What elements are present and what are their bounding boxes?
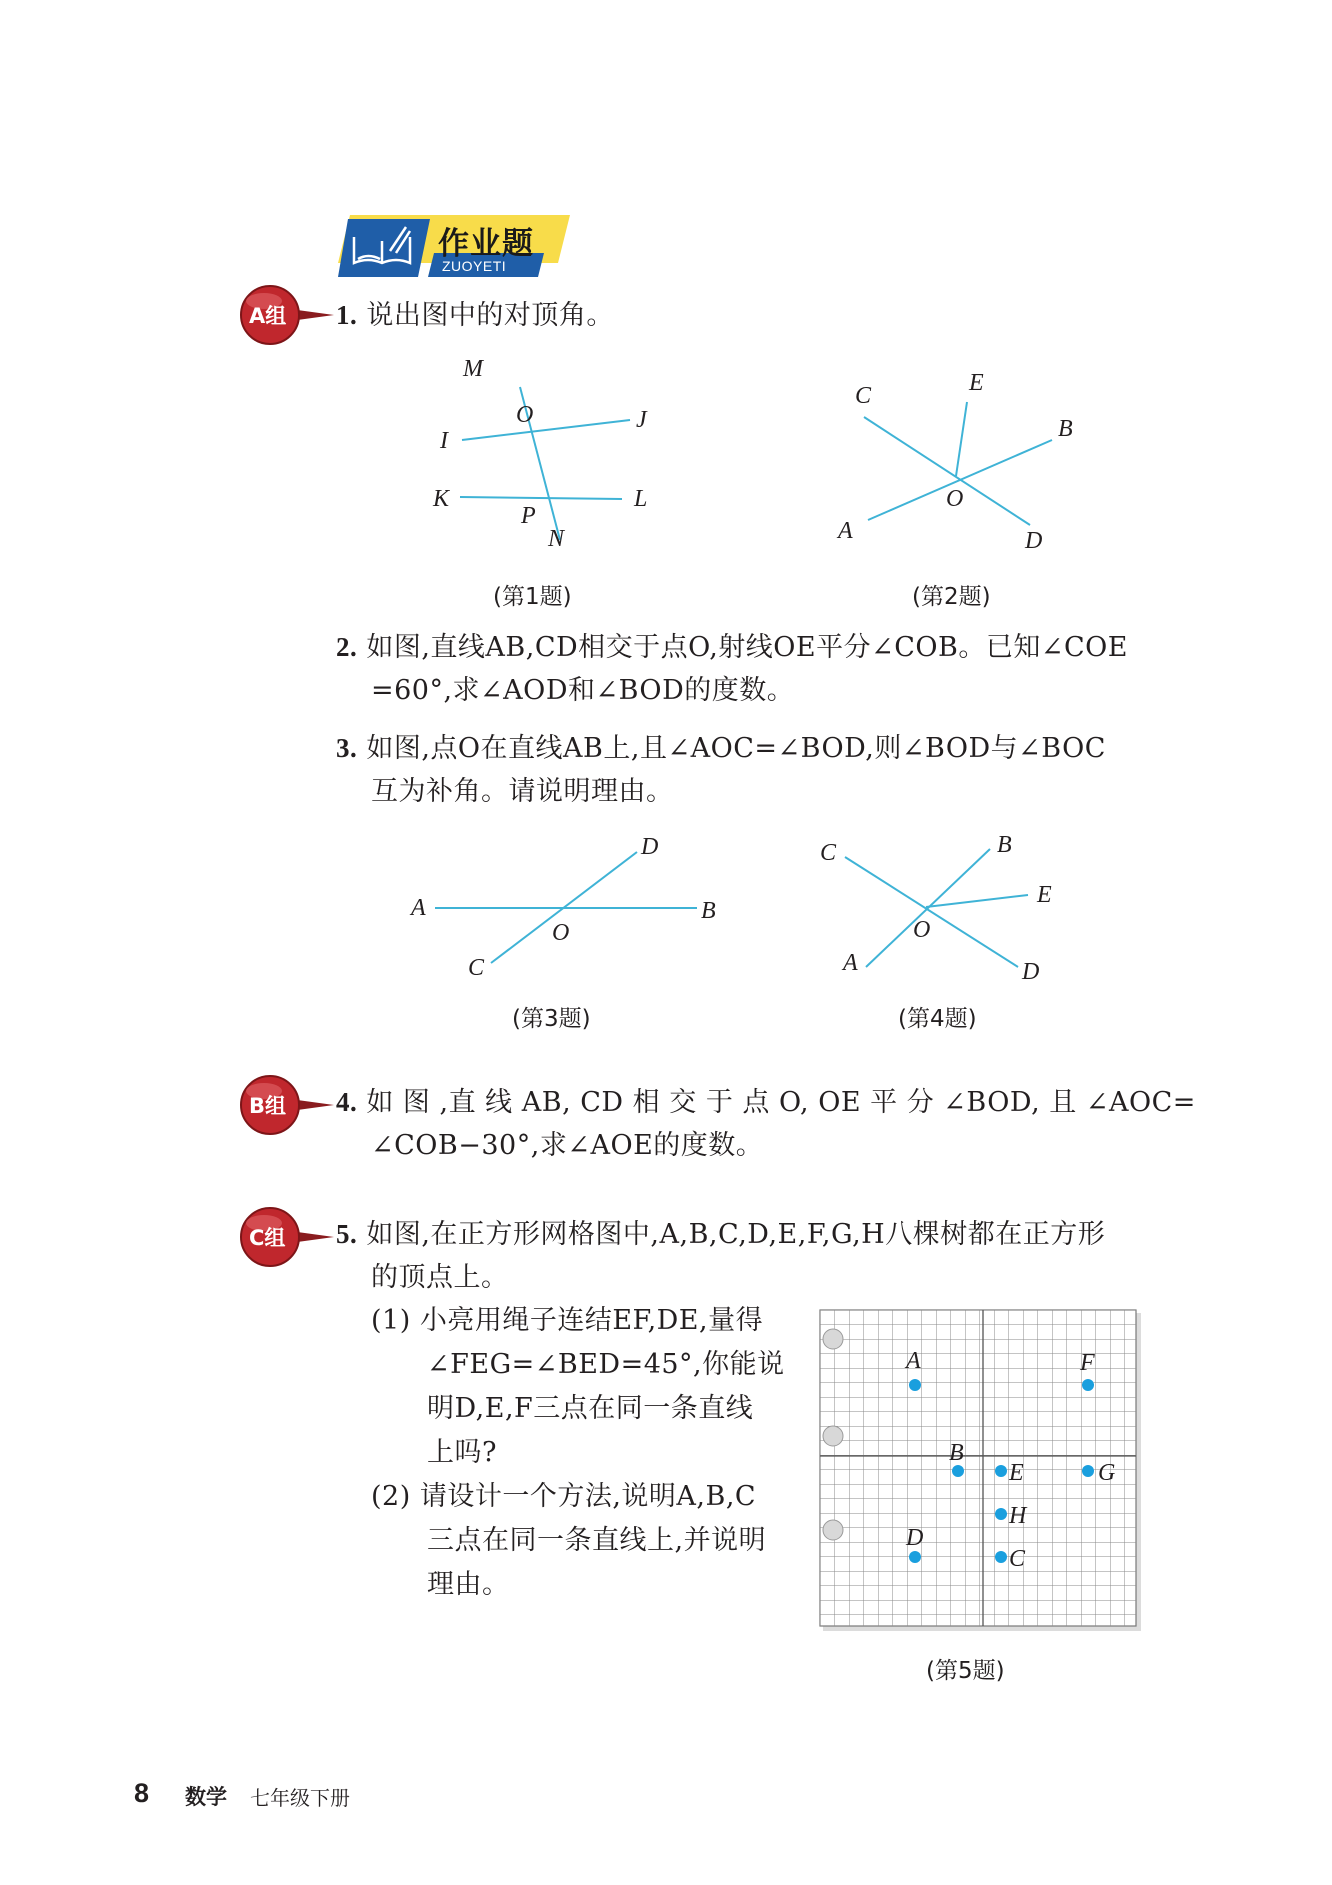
subquestion-1-line3: 明D,E,F三点在同一条直线 <box>427 1393 754 1424</box>
figure-1 <box>420 345 680 560</box>
problem-text-line1: 如图,点O在直线AB上,且∠AOC=∠BOD,则∠BOD与∠BOC <box>366 733 1106 764</box>
problem-text-line1: 如图,直线AB,CD相交于点O,射线OE平分∠COB。已知∠COE <box>366 632 1129 663</box>
label-H: H <box>1009 1503 1027 1529</box>
label-O: O <box>946 486 964 512</box>
label-O: O <box>516 402 534 428</box>
problem-2-line2: =60°,求∠AOD和∠BOD的度数。 <box>371 675 795 706</box>
figure-2 <box>820 360 1100 560</box>
problem-4-line2: ∠COB−30°,求∠AOE的度数。 <box>371 1130 764 1161</box>
figure-2-caption: (第2题) <box>912 584 991 610</box>
problem-2 <box>336 625 1128 670</box>
point-G <box>1082 1465 1094 1477</box>
point-D <box>909 1551 921 1563</box>
problem-text-line1: 如图,在正方形网格图中,A,B,C,D,E,F,G,H八棵树都在正方形 <box>366 1219 1106 1250</box>
problem-3 <box>336 726 1106 771</box>
problem-3-line2: 互为补角。请说明理由。 <box>371 776 674 807</box>
footer-grade: 七年级下册 <box>250 1786 350 1810</box>
banner-title: 作业题 <box>438 226 534 262</box>
label-P: P <box>521 503 536 529</box>
problem-number: 4. <box>336 1087 358 1117</box>
problem-1 <box>336 293 614 338</box>
problem-text: 说出图中的对顶角。 <box>366 300 614 331</box>
label-I: I <box>440 428 448 454</box>
figure-1-caption: (第1题) <box>493 584 572 610</box>
label-D: D <box>1022 959 1040 985</box>
problem-number: 2. <box>336 632 358 662</box>
label-C: C <box>855 383 872 409</box>
label-A: A <box>843 950 858 976</box>
banner-subtitle: ZUOYETI <box>442 258 507 274</box>
label-M: M <box>463 356 483 382</box>
figure-4 <box>810 825 1070 985</box>
label-B: B <box>1058 416 1073 442</box>
label-D: D <box>641 834 659 860</box>
label-D: D <box>906 1525 924 1551</box>
page-number: 8 <box>134 1778 150 1808</box>
label-O: O <box>913 917 931 943</box>
subquestion-1-line2: ∠FEG=∠BED=45°,你能说 <box>427 1349 785 1380</box>
subquestion-2-line1: (2) 请设计一个方法,说明A,B,C <box>371 1481 757 1512</box>
problem-4 <box>336 1080 1196 1125</box>
point-B <box>952 1465 964 1477</box>
problem-text-line1: 如 图 ,直 线 AB, CD 相 交 于 点 O, OE 平 分 ∠BOD, 且 ∠AOC= <box>366 1087 1196 1118</box>
label-O: O <box>552 920 570 946</box>
problem-number: 1. <box>336 300 358 330</box>
label-G: G <box>1098 1460 1116 1486</box>
label-C: C <box>820 840 837 866</box>
label-A: A <box>411 895 426 921</box>
label-E: E <box>1037 882 1052 908</box>
problem-number: 5. <box>336 1219 358 1249</box>
label-E: E <box>1009 1460 1024 1486</box>
problem-5-line2: 的顶点上。 <box>371 1262 509 1293</box>
label-E: E <box>969 370 984 396</box>
figure-5-grid <box>815 1305 1145 1635</box>
label-N: N <box>548 526 565 552</box>
label-B: B <box>949 1440 964 1466</box>
point-E <box>995 1465 1007 1477</box>
label-D: D <box>1025 528 1043 554</box>
group-b-label: B组 <box>249 1094 287 1118</box>
label-B: B <box>997 832 1012 858</box>
label-K: K <box>433 486 450 512</box>
figure-3-caption: (第3题) <box>512 1006 591 1032</box>
point-F <box>1082 1379 1094 1391</box>
figure-5-caption: (第5题) <box>926 1658 1005 1684</box>
label-A: A <box>838 518 853 544</box>
figure-4-caption: (第4题) <box>898 1006 977 1032</box>
point-A <box>909 1379 921 1391</box>
label-F: F <box>1080 1350 1095 1376</box>
label-B: B <box>701 898 716 924</box>
label-C: C <box>1009 1546 1026 1572</box>
subquestion-1-line1: (1) 小亮用绳子连结EF,DE,量得 <box>371 1305 764 1336</box>
problem-number: 3. <box>336 733 358 763</box>
label-J: J <box>636 407 647 433</box>
point-H <box>995 1508 1007 1520</box>
problem-5 <box>336 1212 1105 1257</box>
figure-3 <box>405 830 735 985</box>
subquestion-1-line4: 上吗? <box>427 1437 497 1468</box>
subquestion-2-line2: 三点在同一条直线上,并说明 <box>427 1525 767 1556</box>
label-L: L <box>634 486 648 512</box>
label-C: C <box>468 955 485 981</box>
label-A: A <box>906 1348 921 1374</box>
point-C <box>995 1551 1007 1563</box>
footer-subject: 数学 <box>185 1785 227 1809</box>
group-c-label: C组 <box>249 1226 286 1250</box>
subquestion-2-line3: 理由。 <box>427 1569 510 1600</box>
group-a-label: A组 <box>249 304 287 328</box>
